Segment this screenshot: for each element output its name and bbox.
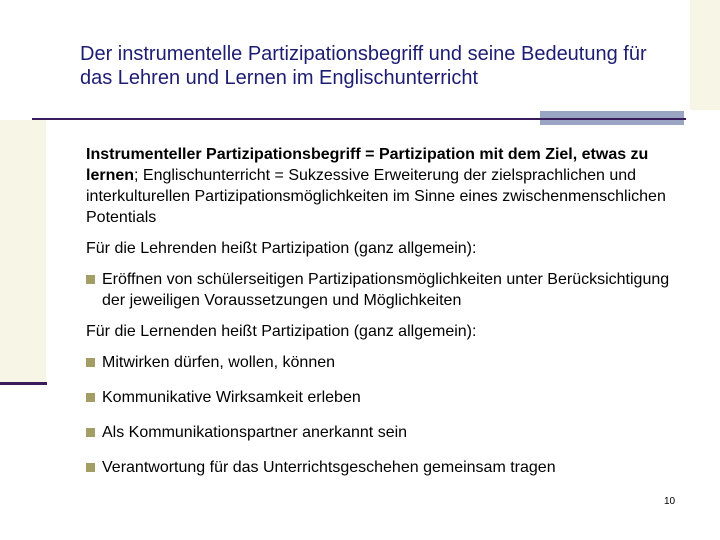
square-bullet-icon <box>86 393 95 402</box>
bullet-text: Als Kommunikationspartner anerkannt sein <box>102 424 408 441</box>
bullet-text: Mitwirken dürfen, wollen, können <box>102 354 336 371</box>
learners-heading: Für die Lernenden heißt Partizipation (ganz allgemein): <box>86 323 477 340</box>
page-number: 10 <box>664 496 676 507</box>
decorative-left-strip <box>0 120 46 382</box>
bullet-text: Eröffnen von schülerseitigen Partizipationsmöglichkeiten unter Berücksichtigung der jeweiligen Voraussetzungen und Möglichkeiten <box>102 271 670 309</box>
square-bullet-icon <box>86 428 95 437</box>
bullet-text: Verantwortung für das Unterrichtsgeschehen gemeinsam tragen <box>102 459 556 476</box>
definition-rest-text: ; Englischunterricht = Sukzessive Erweiterung der zielsprachlichen und interkulturellen Partizipationsmöglichkeiten im Sinne eines zwischenmenschlichen Potentials <box>86 167 666 226</box>
slide-body <box>86 144 686 478</box>
decorative-corner-block <box>690 0 720 110</box>
list-item <box>86 352 686 373</box>
list-item <box>86 422 686 443</box>
title-divider-line <box>32 118 686 120</box>
square-bullet-icon <box>86 275 95 284</box>
square-bullet-icon <box>86 463 95 472</box>
list-item <box>86 269 686 311</box>
decorative-left-bar <box>0 382 47 385</box>
slide-title: Der instrumentelle Partizipationsbegriff und seine Bedeutung für das Lehren und Lernen im Englischunterricht <box>80 43 647 89</box>
list-item <box>86 387 686 408</box>
teachers-heading: Für die Lehrenden heißt Partizipation (ganz allgemein): <box>86 240 477 257</box>
bullet-text: Kommunikative Wirksamkeit erleben <box>102 389 361 406</box>
square-bullet-icon <box>86 358 95 367</box>
definition-bold-text: Instrumenteller Partizipationsbegriff = Partizipation mit dem Ziel, etwas zu lernen <box>86 146 649 184</box>
definition-paragraph <box>86 144 686 228</box>
list-item <box>86 457 686 478</box>
